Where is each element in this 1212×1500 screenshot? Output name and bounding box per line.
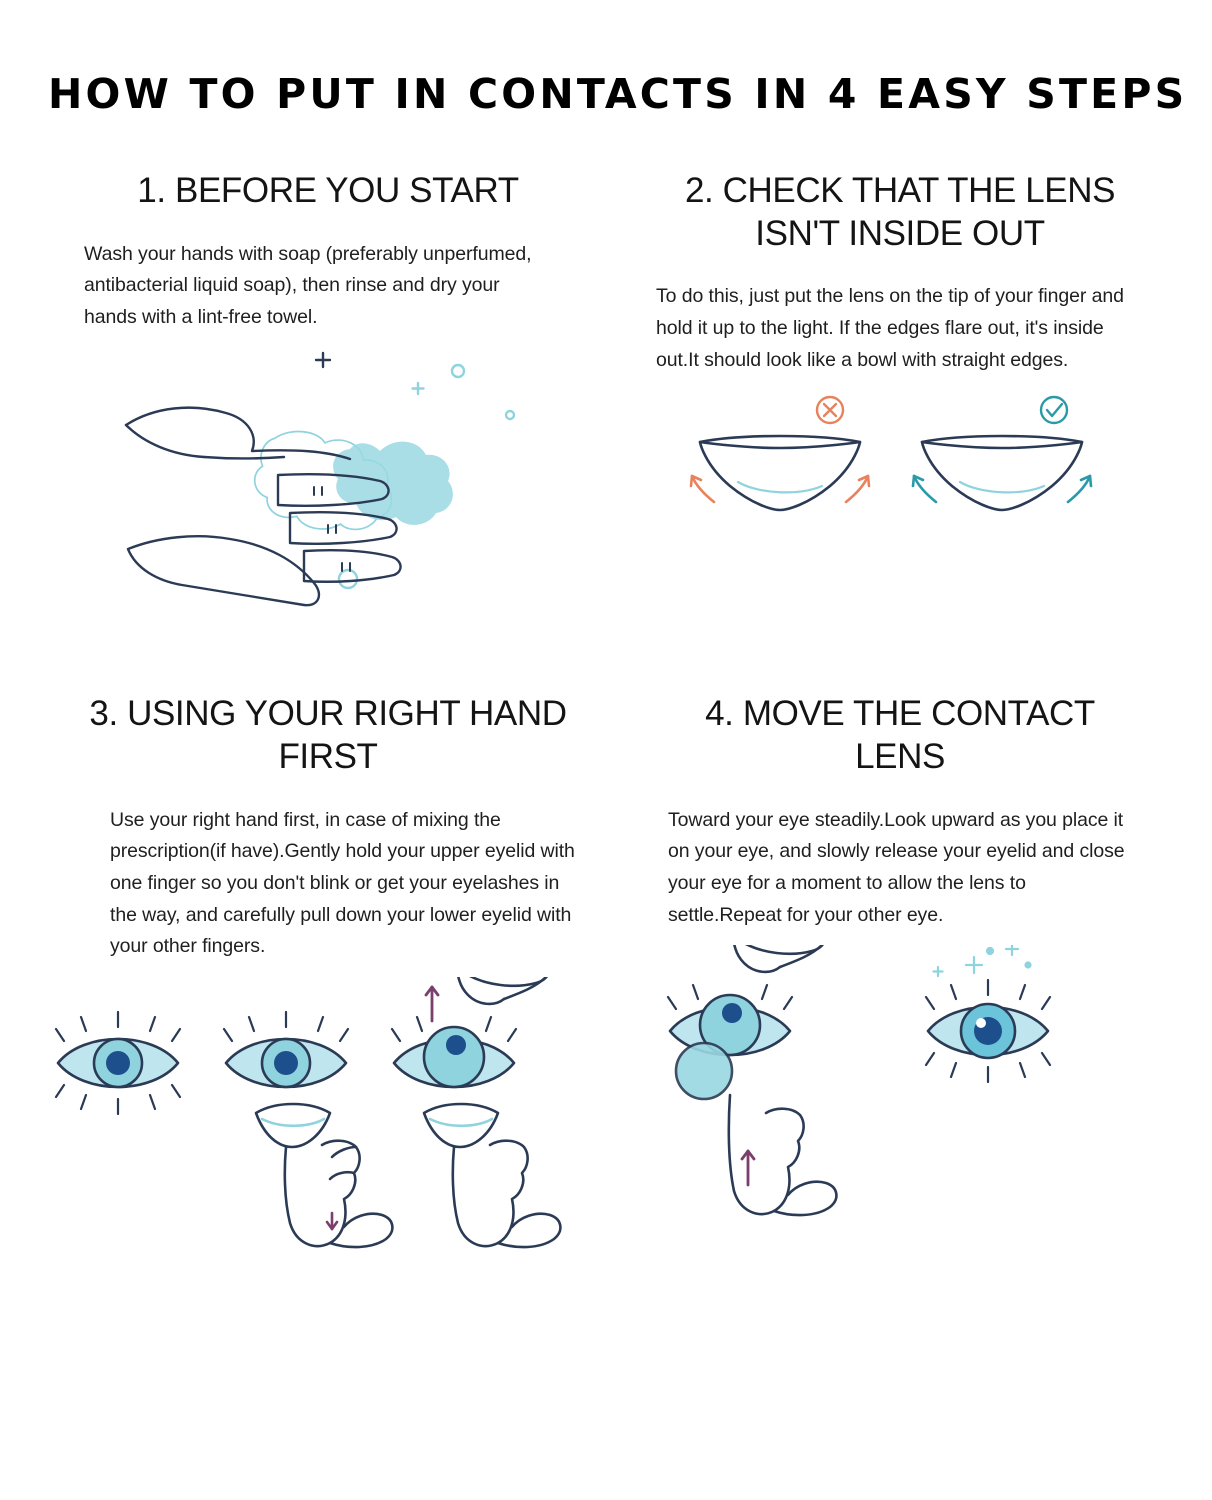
step-3-body: Use your right hand first, in case of mixing the prescription(if have).Gently hold your upper eyelid with one finger so you don't blink or get your eyelashes in the way, and carefully pull down your lower eyelid with your other fingers. — [110, 808, 575, 958]
step-1-body: Wash your hands with soap (preferably unperfumed, antibacterial liquid soap), then rinse and dry your hands with a lint-free towel. — [84, 242, 532, 328]
step-card-1 — [48, 170, 608, 637]
step-2-heading: 2. CHECK THAT THE LENS ISN'T INSIDE OUT — [684, 171, 1116, 253]
step-1-illustration — [48, 347, 608, 637]
step-card-4 — [636, 693, 1164, 1276]
circle-check-icon — [1041, 397, 1067, 423]
page-title: HOW TO PUT IN CONTACTS IN 4 EASY STEPS — [48, 70, 1188, 118]
step-4-illustration — [636, 945, 1164, 1245]
step-card-3 — [48, 693, 608, 1276]
step-2-illustration — [636, 390, 1164, 610]
step-3-illustration — [48, 977, 608, 1277]
step-3-heading: 3. USING YOUR RIGHT HAND FIRST — [89, 694, 567, 777]
step-card-2 — [636, 170, 1164, 637]
step-4-body: Toward your eye steadily.Look upward as you place it on your eye, and slowly release your eyelid and close your eye for a moment to allow the lens to settle.Repeat for your other eye. — [668, 808, 1125, 926]
step-2-body: To do this, just put the lens on the tip of your finger and hold it up to the light. If the edges flare out, it's inside out.It should look like a bowl with straight edges. — [656, 285, 1124, 371]
step-4-heading: 4. MOVE THE CONTACT LENS — [705, 694, 1095, 777]
step-1-heading: 1. BEFORE YOU START — [137, 171, 519, 210]
steps-grid — [48, 170, 1164, 1277]
circle-x-icon — [817, 397, 843, 423]
